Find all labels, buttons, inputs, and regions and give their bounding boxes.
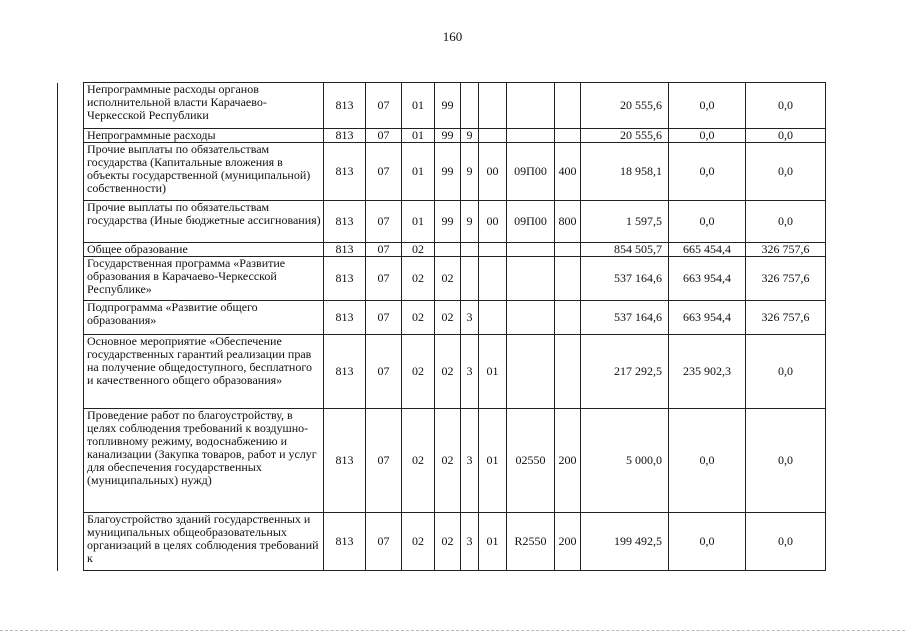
event-code: 00 (479, 201, 507, 243)
subprogram-code: 3 (461, 409, 479, 513)
expense-name: Общее образование (84, 243, 324, 257)
ministry-code: 813 (324, 129, 366, 143)
amount-year-3: 0,0 (746, 129, 826, 143)
subprogram-code: 3 (461, 513, 479, 571)
direction-code: 02550 (507, 409, 555, 513)
amount-year-3: 326 757,6 (746, 257, 826, 301)
table-row (58, 129, 826, 143)
subsection-code: 02 (402, 409, 435, 513)
expense-type-code (555, 243, 581, 257)
row-stub-cell (58, 201, 84, 243)
amount-year-2: 0,0 (669, 201, 746, 243)
subsection-code: 01 (402, 201, 435, 243)
direction-code (507, 335, 555, 409)
expense-type-code (555, 257, 581, 301)
expense-name: Основное мероприятие «Обеспечение государственных гарантий реализации прав на получение общедоступного, бесплатного и качественного общего образования» (84, 335, 324, 409)
expense-name: Государственная программа «Развитие образования в Карачаево-Черкесской Республике» (84, 257, 324, 301)
program-code: 02 (435, 257, 461, 301)
event-code: 01 (479, 335, 507, 409)
bottom-rule (0, 630, 905, 631)
ministry-code: 813 (324, 143, 366, 201)
program-code: 02 (435, 335, 461, 409)
row-stub-cell (58, 257, 84, 301)
program-code: 02 (435, 301, 461, 335)
section-code: 07 (366, 409, 402, 513)
ministry-code: 813 (324, 201, 366, 243)
ministry-code: 813 (324, 83, 366, 129)
subprogram-code: 9 (461, 143, 479, 201)
direction-code: R2550 (507, 513, 555, 571)
event-code (479, 301, 507, 335)
amount-year-3: 0,0 (746, 83, 826, 129)
subsection-code: 01 (402, 129, 435, 143)
amount-year-1: 20 555,6 (581, 129, 669, 143)
amount-year-3: 0,0 (746, 513, 826, 571)
event-code: 01 (479, 409, 507, 513)
direction-code: 09П00 (507, 143, 555, 201)
section-code: 07 (366, 83, 402, 129)
program-code: 02 (435, 409, 461, 513)
table-row (58, 409, 826, 513)
amount-year-3: 0,0 (746, 201, 826, 243)
event-code (479, 83, 507, 129)
ministry-code: 813 (324, 409, 366, 513)
table-row (58, 513, 826, 571)
expense-type-code (555, 335, 581, 409)
subprogram-code: 3 (461, 301, 479, 335)
row-stub-cell (58, 83, 84, 129)
subsection-code: 02 (402, 301, 435, 335)
section-code: 07 (366, 257, 402, 301)
budget-table (57, 82, 826, 571)
event-code: 01 (479, 513, 507, 571)
amount-year-2: 663 954,4 (669, 301, 746, 335)
ministry-code: 813 (324, 513, 366, 571)
ministry-code: 813 (324, 257, 366, 301)
section-code: 07 (366, 129, 402, 143)
amount-year-1: 854 505,7 (581, 243, 669, 257)
subprogram-code: 9 (461, 129, 479, 143)
expense-type-code: 800 (555, 201, 581, 243)
program-code (435, 243, 461, 257)
section-code: 07 (366, 201, 402, 243)
expense-type-code (555, 83, 581, 129)
subprogram-code (461, 83, 479, 129)
amount-year-1: 537 164,6 (581, 301, 669, 335)
event-code (479, 257, 507, 301)
subprogram-code (461, 257, 479, 301)
amount-year-2: 0,0 (669, 143, 746, 201)
section-code: 07 (366, 143, 402, 201)
section-code: 07 (366, 513, 402, 571)
table-row (58, 257, 826, 301)
amount-year-3: 0,0 (746, 409, 826, 513)
program-code: 99 (435, 143, 461, 201)
amount-year-3: 0,0 (746, 143, 826, 201)
amount-year-2: 235 902,3 (669, 335, 746, 409)
expense-name: Благоустройство зданий государственных и муниципальных общеобразовательных организаций в целях соблюдения требований к (84, 513, 324, 571)
section-code: 07 (366, 335, 402, 409)
expense-name: Прочие выплаты по обязательствам государства (Капитальные вложения в объекты государственной (муниципальной) собственности) (84, 143, 324, 201)
row-stub-cell (58, 513, 84, 571)
direction-code (507, 301, 555, 335)
amount-year-2: 0,0 (669, 409, 746, 513)
amount-year-3: 0,0 (746, 335, 826, 409)
ministry-code: 813 (324, 301, 366, 335)
amount-year-1: 18 958,1 (581, 143, 669, 201)
amount-year-1: 537 164,6 (581, 257, 669, 301)
amount-year-2: 0,0 (669, 129, 746, 143)
expense-type-code (555, 301, 581, 335)
amount-year-3: 326 757,6 (746, 243, 826, 257)
amount-year-1: 199 492,5 (581, 513, 669, 571)
direction-code (507, 257, 555, 301)
amount-year-1: 1 597,5 (581, 201, 669, 243)
direction-code (507, 129, 555, 143)
expense-name: Прочие выплаты по обязательствам государства (Иные бюджетные ассигнования) (84, 201, 324, 243)
subsection-code: 02 (402, 257, 435, 301)
event-code (479, 129, 507, 143)
expense-name: Непрограммные расходы (84, 129, 324, 143)
row-stub-cell (58, 143, 84, 201)
table-row (58, 301, 826, 335)
table-row (58, 143, 826, 201)
subsection-code: 02 (402, 513, 435, 571)
subsection-code: 01 (402, 83, 435, 129)
expense-type-code (555, 129, 581, 143)
subprogram-code: 3 (461, 335, 479, 409)
table-row (58, 243, 826, 257)
subprogram-code: 9 (461, 201, 479, 243)
expense-name: Подпрограмма «Развитие общего образования» (84, 301, 324, 335)
direction-code: 09П00 (507, 201, 555, 243)
row-stub-cell (58, 335, 84, 409)
amount-year-2: 0,0 (669, 513, 746, 571)
subsection-code: 01 (402, 143, 435, 201)
ministry-code: 813 (324, 335, 366, 409)
amount-year-2: 665 454,4 (669, 243, 746, 257)
amount-year-3: 326 757,6 (746, 301, 826, 335)
expense-type-code: 200 (555, 409, 581, 513)
table-row (58, 201, 826, 243)
row-stub-cell (58, 243, 84, 257)
row-stub-cell (58, 301, 84, 335)
amount-year-1: 217 292,5 (581, 335, 669, 409)
program-code: 02 (435, 513, 461, 571)
event-code: 00 (479, 143, 507, 201)
amount-year-2: 0,0 (669, 83, 746, 129)
ministry-code: 813 (324, 243, 366, 257)
subprogram-code (461, 243, 479, 257)
row-stub-cell (58, 409, 84, 513)
amount-year-1: 5 000,0 (581, 409, 669, 513)
table-row (58, 83, 826, 129)
expense-type-code: 200 (555, 513, 581, 571)
program-code: 99 (435, 83, 461, 129)
page-number: 160 (442, 29, 463, 44)
row-stub-cell (58, 129, 84, 143)
expense-name: Непрограммные расходы органов исполнительной власти Карачаево-Черкесской Республики (84, 83, 324, 129)
amount-year-1: 20 555,6 (581, 83, 669, 129)
section-code: 07 (366, 243, 402, 257)
subsection-code: 02 (402, 335, 435, 409)
event-code (479, 243, 507, 257)
table-row (58, 335, 826, 409)
expense-name: Проведение работ по благоустройству, в целях соблюдения требований к воздушно-топливному режиму, водоснабжению и канализации (Закупка товаров, работ и услуг для обеспечения государственных (муниципальных) нужд) (84, 409, 324, 513)
expense-type-code: 400 (555, 143, 581, 201)
amount-year-2: 663 954,4 (669, 257, 746, 301)
direction-code (507, 243, 555, 257)
subsection-code: 02 (402, 243, 435, 257)
program-code: 99 (435, 129, 461, 143)
program-code: 99 (435, 201, 461, 243)
direction-code (507, 83, 555, 129)
section-code: 07 (366, 301, 402, 335)
